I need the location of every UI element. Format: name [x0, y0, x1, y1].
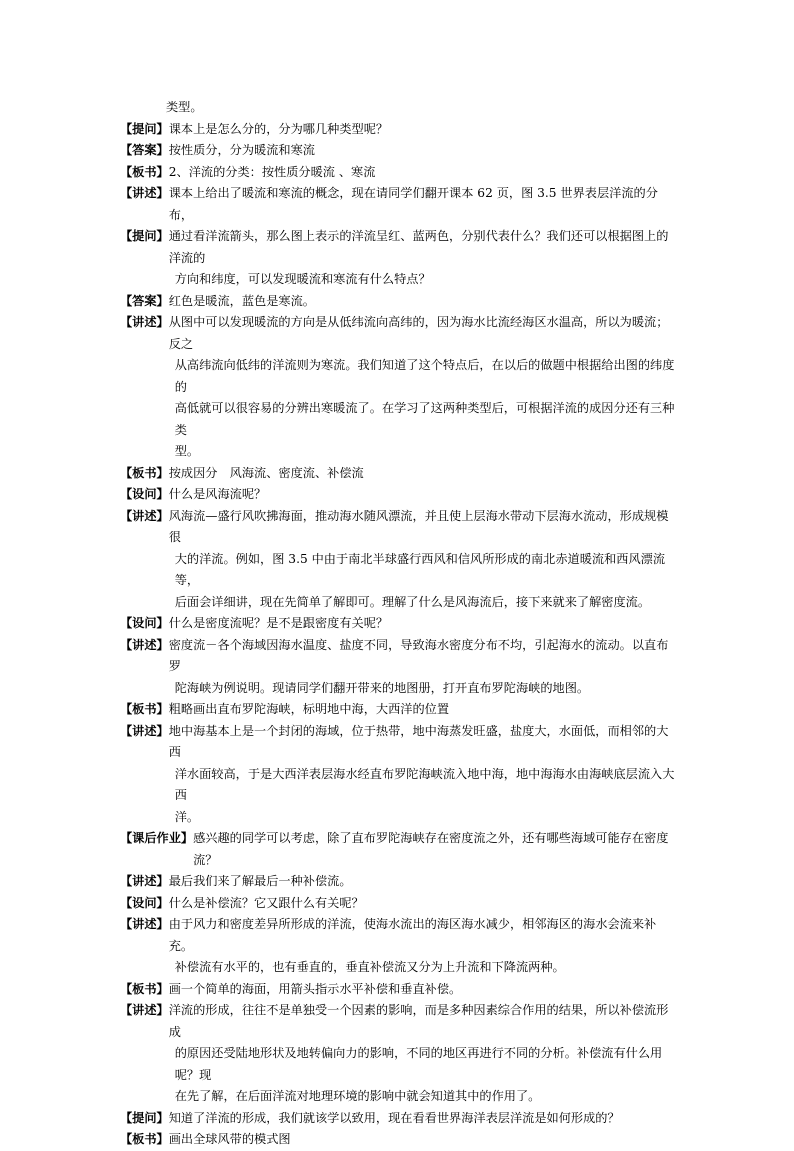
lesson-entry: [120, 463, 676, 485]
entry-tag: 【提问】: [120, 121, 169, 136]
entry-text: [169, 162, 676, 184]
entry-text: [169, 226, 676, 291]
lesson-entry: [120, 635, 676, 700]
entry-text: [169, 183, 676, 226]
entry-line: 地中海基本上是一个封闭的海域，位于热带，地中海蒸发旺盛，盐度大，水面低，而相邻的大西: [168, 723, 669, 759]
lesson-entry: [120, 291, 676, 313]
entry-line: 由于风力和密度差异所形成的洋流，使海水流出的海区海水减少，相邻海区的海水会流来补充。: [168, 917, 657, 953]
entry-line: 按性质分，分为暖流和寒流: [168, 143, 315, 157]
entry-text: [169, 699, 676, 721]
lesson-entry: [120, 140, 676, 162]
entry-tag: 【讲述】: [120, 637, 169, 652]
entry-text: [193, 828, 676, 871]
entry-line: 的原因还受陆地形状及地转偏向力的影响，不同的地区再进行不同的分析。补偿流有什么用呢？现: [174, 1046, 663, 1082]
entry-text: [169, 1108, 676, 1130]
entry-line: 2、洋流的分类：按性质分暖流 、寒流: [168, 164, 376, 179]
lesson-entry: [120, 721, 676, 829]
lesson-entry: [120, 1108, 676, 1130]
lesson-entry: [120, 979, 676, 1001]
lesson-entry: [120, 893, 676, 915]
entry-tag: 【讲述】: [120, 1003, 169, 1017]
entry-text: [169, 463, 676, 485]
entry-line: 最后我们来了解最后一种补偿流。: [168, 874, 352, 888]
entry-line: 课本上给出了暖流和寒流的概念，现在请同学们翻开课本 62 页，图 3.5 世界表层洋流的分布，: [168, 186, 658, 222]
lesson-entry: [120, 183, 676, 226]
lesson-entry: [120, 828, 676, 871]
entry-line: 画出全球风带的模式图: [168, 1132, 291, 1146]
lesson-entry: [120, 226, 676, 291]
entry-tag: 【板书】: [120, 465, 169, 480]
entry-tag: 【答案】: [120, 293, 169, 308]
entry-text: [169, 119, 676, 141]
entry-line: 后面会详细讲，现在先简单了解即可。理解了什么是风海流后，接下来就来了解密度流。: [174, 594, 651, 609]
entry-text: [169, 635, 676, 700]
entry-line: 粗略画出直布罗陀海峡，标明地中海，大西洋的位置: [168, 702, 450, 716]
entry-tag: 【设问】: [120, 895, 169, 910]
lesson-entry: [120, 1000, 676, 1108]
entry-line: 密度流－各个海域因海水温度、盐度不同，导致海水密度分布不均，引起海水的流动。以直布罗: [168, 637, 669, 673]
entry-tag: 【提问】: [120, 229, 169, 243]
lesson-entry: [120, 914, 676, 979]
entry-tag: 【设问】: [120, 487, 169, 501]
entry-tag: 【板书】: [120, 702, 169, 716]
entry-line: 高低就可以很容易的分辨出寒暖流了。在学习了这两种类型后，可根据洋流的成因分还有三种类: [174, 401, 675, 437]
entry-line: 洋。: [174, 809, 200, 824]
entry-tag: 【板书】: [120, 164, 169, 179]
entry-tag: 【提问】: [120, 1110, 169, 1125]
entry-line: 方向和纬度，可以发现暖流和寒流有什么特点？: [174, 272, 431, 286]
entry-line: 按成因分 风海流、密度流、补偿流: [168, 465, 364, 480]
entry-text: [169, 1129, 676, 1151]
lesson-entry: [120, 162, 676, 184]
entry-tag: 【答案】: [120, 143, 169, 157]
entry-text: [169, 291, 676, 313]
entry-line: 洋水面较高，于是大西洋表层海水经直布罗陀海峡流入地中海，地中海海水由海峡底层流入大西: [174, 766, 675, 802]
entry-text: [169, 1000, 676, 1108]
entry-line: 画一个简单的海面，用箭头指示水平补偿和垂直补偿。: [168, 981, 462, 996]
entry-tag: 【讲述】: [120, 917, 169, 931]
entry-line: 什么是风海流呢？: [168, 487, 267, 501]
entry-text: [169, 914, 676, 979]
entry-text: [169, 979, 676, 1001]
entry-text: [169, 613, 676, 635]
entry-tag: 【板书】: [120, 981, 169, 996]
entry-tag: 【讲述】: [120, 874, 169, 888]
entry-tag: 【设问】: [120, 616, 169, 630]
lesson-entry: [120, 97, 676, 119]
lesson-entry: [120, 484, 676, 506]
entry-tag: 【课后作业】: [120, 831, 194, 845]
entry-line: 红色是暖流，蓝色是寒流。: [168, 293, 315, 308]
lesson-entry: [120, 699, 676, 721]
entry-tag: 【讲述】: [120, 508, 169, 523]
entry-text: [169, 506, 676, 614]
entry-line: 型。: [174, 444, 200, 458]
entry-line: 风海流—盛行风吹拂海面，推动海水随风漂流，并且使上层海水带动下层海水流动，形成规模很: [168, 508, 669, 544]
entry-line: 感兴趣的同学可以考虑，除了直布罗陀海峡存在密度流之外，还有哪些海域可能存在密度流？: [193, 831, 669, 867]
lesson-entry: [120, 613, 676, 635]
lesson-entry: [120, 119, 676, 141]
entry-text: [169, 140, 676, 162]
entry-tag: 【板书】: [120, 1132, 169, 1146]
entry-line: 在先了解，在后面洋流对地理环境的影响中就会知道其中的作用了。: [174, 1089, 541, 1103]
entry-tag: 【讲述】: [120, 723, 169, 738]
entry-line: 补偿流有水平的，也有垂直的，垂直补偿流又分为上升流和下降流两种。: [174, 960, 565, 974]
lesson-entry: [120, 1129, 676, 1151]
entry-tag: 【讲述】: [120, 315, 169, 329]
entry-text: [166, 97, 676, 119]
entry-text: [169, 721, 676, 829]
entry-line: 知道了洋流的形成，我们就该学以致用，现在看看世界海洋表层洋流是如何形成的？: [168, 1110, 620, 1125]
entry-line: 陀海峡为例说明。现请同学们翻开带来的地图册，打开直布罗陀海峡的地图。: [174, 680, 590, 695]
entry-line: 通过看洋流箭头，那么图上表示的洋流呈红、蓝两色，分别代表什么？我们还可以根据图上的洋流的: [168, 229, 669, 265]
lesson-entry: [120, 312, 676, 463]
document-body: [120, 97, 676, 1151]
entry-text: [169, 312, 676, 463]
entry-line: 从图中可以发现暖流的方向是从低纬流向高纬的，因为海水比流经海区水温高，所以为暖流；反之: [168, 315, 669, 351]
entry-line: 从高纬流向低纬的洋流则为寒流。我们知道了这个特点后，在以后的做题中根据给出图的纬度的: [174, 358, 675, 394]
entry-line: 什么是密度流呢？是不是跟密度有关呢？: [168, 616, 389, 630]
entry-text: [169, 484, 676, 506]
entry-tag: 【讲述】: [120, 186, 169, 200]
entry-line: 洋流的形成，往往不是单独受一个因素的影响，而是多种因素综合作用的结果，所以补偿流形成: [168, 1003, 669, 1039]
entry-line: 类型。: [166, 100, 203, 114]
entry-line: 什么是补偿流？它又跟什么有关呢？: [168, 895, 364, 910]
lesson-entry: [120, 871, 676, 893]
lesson-entry: [120, 506, 676, 614]
entry-line: 大的洋流。例如，图 3.5 中由于南北半球盛行西风和信风所形成的南北赤道暖流和西风漂流等，: [174, 551, 666, 587]
entry-text: [169, 893, 676, 915]
entry-line: 课本上是怎么分的，分为哪几种类型呢？: [168, 121, 389, 136]
entry-text: [169, 871, 676, 893]
